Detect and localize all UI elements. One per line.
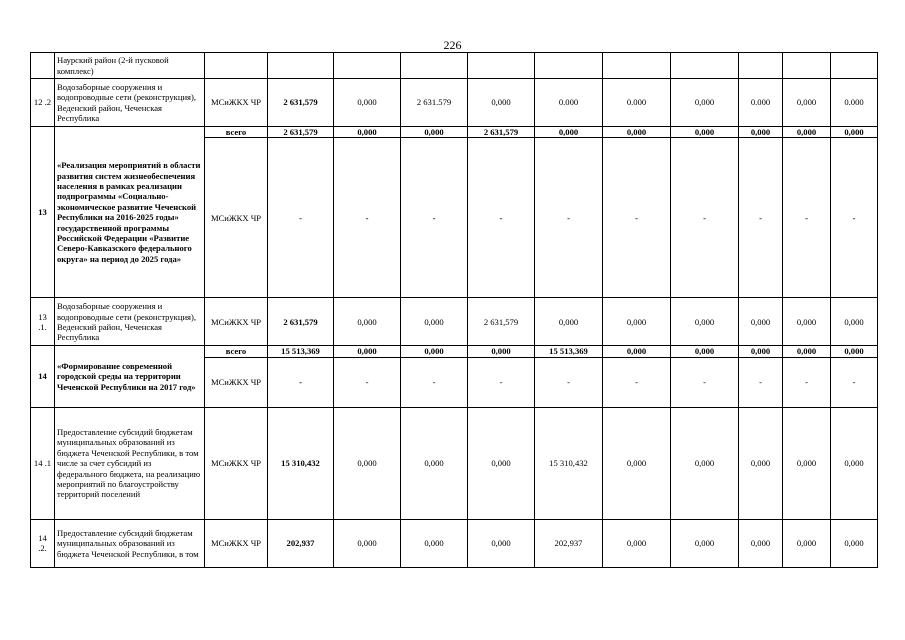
value-cell <box>401 53 468 79</box>
value-cell: 0,000 <box>739 127 783 138</box>
value-cell: 0,000 <box>603 127 671 138</box>
value-cell: 0,000 <box>334 79 401 127</box>
value-cell: - <box>603 357 671 407</box>
value-cell: - <box>334 138 401 298</box>
row-name: «Формирование современной городской среды на территории Чеченской Республики на 2017 год» <box>55 346 205 407</box>
value-cell: 2 631,579 <box>268 298 334 346</box>
value-cell: - <box>401 357 468 407</box>
value-cell: 0,000 <box>783 407 831 519</box>
value-cell: - <box>831 138 878 298</box>
value-cell: 15 513,369 <box>535 346 603 357</box>
row-executor: МСиЖКХ ЧР <box>205 79 268 127</box>
value-cell: - <box>783 357 831 407</box>
table-row <box>31 519 878 567</box>
value-cell: 0,000 <box>401 519 468 567</box>
value-cell: - <box>268 357 334 407</box>
value-cell <box>671 53 739 79</box>
value-cell: 2 631,579 <box>268 127 334 138</box>
value-cell: 15 310,432 <box>268 407 334 519</box>
value-cell: 0,000 <box>603 298 671 346</box>
row-name: Наурский район (2-й пусковой комплекс) <box>55 53 205 79</box>
table-row-total <box>31 127 878 138</box>
row-executor: МСиЖКХ ЧР <box>205 357 268 407</box>
row-executor: МСиЖКХ ЧР <box>205 298 268 346</box>
value-cell: - <box>739 138 783 298</box>
value-cell: 0,000 <box>334 346 401 357</box>
table-row-total <box>31 346 878 357</box>
table-row <box>31 53 878 79</box>
value-cell: - <box>468 357 535 407</box>
value-cell: 0.000 <box>535 79 603 127</box>
value-cell: 0,000 <box>334 407 401 519</box>
row-name: «Реализация мероприятий в области развития систем жизнеобеспечения населения в рамках реализации подпрограммы «Социально-экономическое развитие Чеченской Республики на 2016-2025 годы» государственной программы Российской Федерации «Развитие Северо-Кавказского федерального округа» на период до 2025 года» <box>55 127 205 298</box>
value-cell: 2 631.579 <box>401 79 468 127</box>
value-cell: 0,000 <box>401 298 468 346</box>
value-cell: 0,000 <box>468 346 535 357</box>
value-cell <box>603 53 671 79</box>
value-cell: - <box>783 138 831 298</box>
value-cell <box>468 53 535 79</box>
value-cell: 0,000 <box>783 519 831 567</box>
value-cell: 0,000 <box>739 346 783 357</box>
row-number: 14 .2. <box>31 519 55 567</box>
value-cell: 15 513,369 <box>268 346 334 357</box>
value-cell: 0,000 <box>401 346 468 357</box>
table-row <box>31 79 878 127</box>
row-name: Водозаборные сооружения и водопроводные сети (реконструкция), Веденский район, Чеченская Республика <box>55 79 205 127</box>
value-cell <box>831 53 878 79</box>
value-cell: 0,000 <box>831 127 878 138</box>
value-cell: 15 310,432 <box>535 407 603 519</box>
value-cell: 0.000 <box>831 79 878 127</box>
value-cell: 0,000 <box>671 127 739 138</box>
row-number: 13 .1. <box>31 298 55 346</box>
value-cell: 202,937 <box>535 519 603 567</box>
value-cell: 0,000 <box>671 79 739 127</box>
value-cell: - <box>831 357 878 407</box>
value-cell: 0,000 <box>535 127 603 138</box>
page-number: 226 <box>443 38 462 52</box>
value-cell: 0,000 <box>334 298 401 346</box>
value-cell: - <box>671 357 739 407</box>
value-cell: 0,000 <box>831 519 878 567</box>
value-cell: 0,000 <box>603 519 671 567</box>
value-cell: 0,000 <box>671 519 739 567</box>
row-name: Водозаборные сооружения и водопроводные сети (реконструкция), Веденский район, Чеченская Республика <box>55 298 205 346</box>
value-cell: 0.000 <box>739 79 783 127</box>
value-cell: 0,000 <box>783 298 831 346</box>
row-number: 13 <box>31 127 55 298</box>
value-cell: - <box>334 357 401 407</box>
value-cell: 2 631,579 <box>268 79 334 127</box>
table-row <box>31 298 878 346</box>
value-cell: 0.000 <box>603 79 671 127</box>
value-cell: 0,000 <box>739 298 783 346</box>
budget-table <box>30 52 878 568</box>
row-number: 14 <box>31 346 55 407</box>
value-cell <box>535 53 603 79</box>
row-name: Предоставление субсидий бюджетам муниципальных образований из бюджета Чеченской Республики, в том <box>55 519 205 567</box>
value-cell: 0,000 <box>671 346 739 357</box>
value-cell <box>268 53 334 79</box>
value-cell: - <box>603 138 671 298</box>
value-cell: 0,000 <box>783 127 831 138</box>
value-cell: - <box>739 357 783 407</box>
value-cell: 0,000 <box>603 407 671 519</box>
value-cell: 0,000 <box>783 79 831 127</box>
row-name: Предоставление субсидий бюджетам муниципальных образований из бюджета Чеченской Республики, в том числе за счет субсидий из федерального бюджета, на реализацию мероприятий по благоустройству территорий поселений <box>55 407 205 519</box>
value-cell <box>334 53 401 79</box>
value-cell: 0,000 <box>671 298 739 346</box>
value-cell: 0,000 <box>831 298 878 346</box>
value-cell: - <box>535 138 603 298</box>
value-cell: 0,000 <box>468 407 535 519</box>
value-cell: 2 631,579 <box>468 298 535 346</box>
row-executor: всего <box>205 127 268 138</box>
value-cell: 0,000 <box>671 407 739 519</box>
row-executor: всего <box>205 346 268 357</box>
value-cell: 0,000 <box>831 346 878 357</box>
value-cell <box>739 53 783 79</box>
value-cell: 0,000 <box>831 407 878 519</box>
value-cell: 0,000 <box>401 407 468 519</box>
value-cell: - <box>468 138 535 298</box>
row-number: 14 .1 <box>31 407 55 519</box>
value-cell: - <box>535 357 603 407</box>
value-cell: 0,000 <box>603 346 671 357</box>
value-cell: - <box>268 138 334 298</box>
value-cell: 0,000 <box>783 346 831 357</box>
row-executor: МСиЖКХ ЧР <box>205 519 268 567</box>
value-cell: - <box>671 138 739 298</box>
value-cell: 0,000 <box>535 298 603 346</box>
row-executor <box>205 53 268 79</box>
value-cell <box>783 53 831 79</box>
value-cell: 0,000 <box>468 79 535 127</box>
table-row <box>31 407 878 519</box>
value-cell: 0,000 <box>468 519 535 567</box>
row-executor: МСиЖКХ ЧР <box>205 138 268 298</box>
value-cell: 0,000 <box>334 127 401 138</box>
row-executor: МСиЖКХ ЧР <box>205 407 268 519</box>
value-cell: 0,000 <box>739 407 783 519</box>
value-cell: - <box>401 138 468 298</box>
row-number <box>31 53 55 79</box>
row-number: 12 .2 <box>31 79 55 127</box>
value-cell: 0,000 <box>401 127 468 138</box>
value-cell: 202,937 <box>268 519 334 567</box>
value-cell: 0,000 <box>334 519 401 567</box>
value-cell: 0,000 <box>739 519 783 567</box>
value-cell: 2 631,579 <box>468 127 535 138</box>
